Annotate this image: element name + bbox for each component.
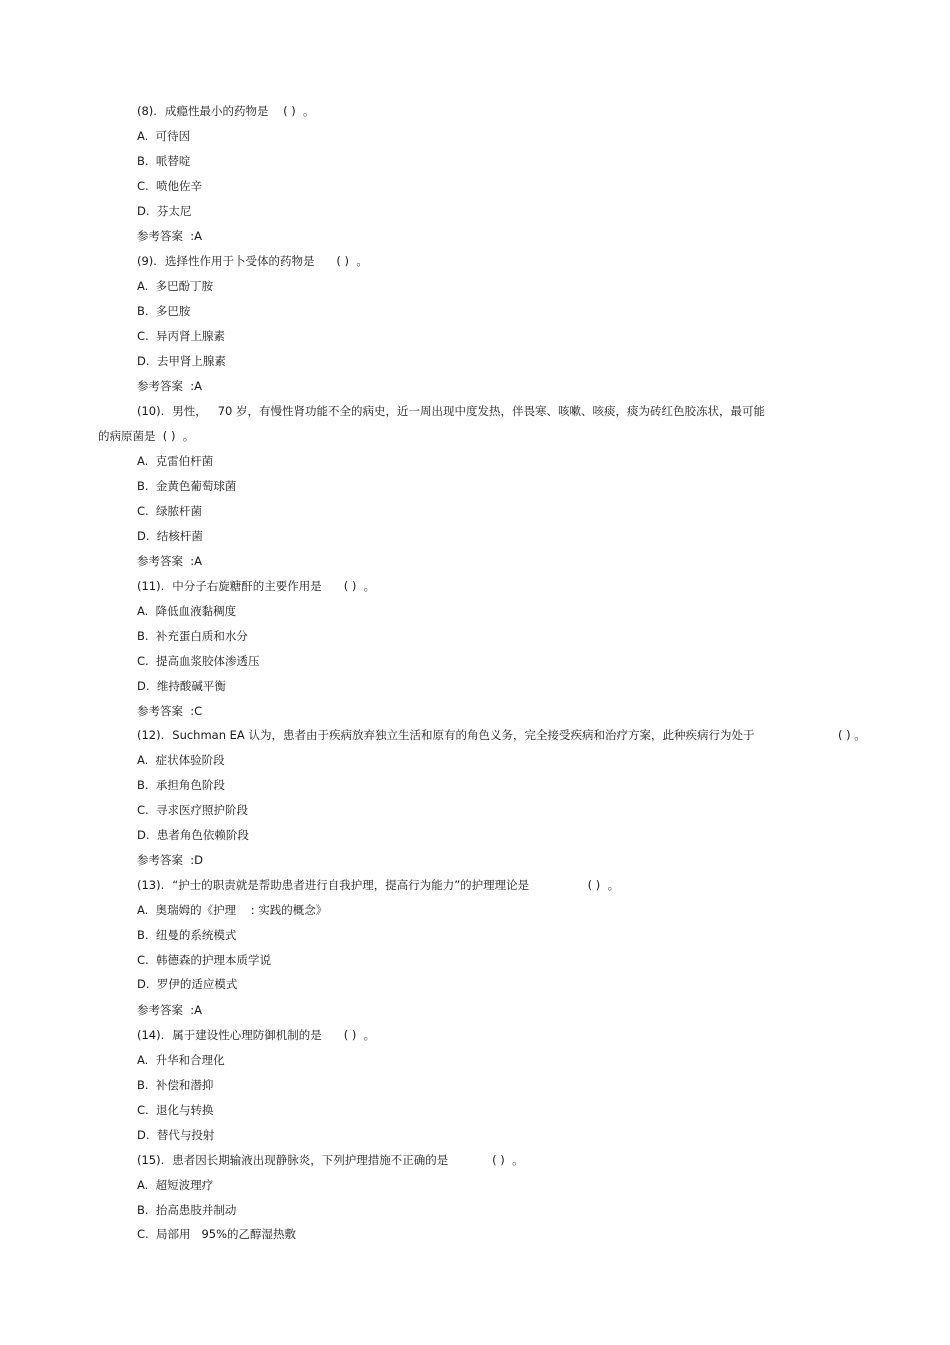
question-number: (14).	[137, 1028, 165, 1042]
question-text: 选择性作用于卜受体的药物是 ( ) 。	[164, 254, 368, 268]
option-b: B. 多巴胺	[137, 304, 191, 318]
question-11	[137, 579, 375, 593]
question-number: (10).	[137, 404, 165, 418]
option-c: C. 寻求医疗照护阶段	[137, 803, 248, 817]
question-text-continued: 的病原菌是 ( ) 。	[98, 429, 195, 443]
question-14	[137, 1028, 375, 1042]
reference-answer: 参考答案 :D	[137, 853, 204, 867]
reference-answer: 参考答案 :A	[137, 554, 203, 568]
question-text: 中分子右旋糖酐的主要作用是 ( ) 。	[172, 579, 376, 593]
option-c: C. 退化与转换	[137, 1103, 214, 1117]
reference-answer: 参考答案 :A	[137, 229, 203, 243]
question-8	[137, 104, 315, 118]
answer-blank: ( ) 。	[838, 728, 866, 742]
option-c: C. 韩德森的护理本质学说	[137, 953, 271, 967]
option-c: C. 局部用 95%的乙醇湿热敷	[137, 1227, 297, 1241]
option-d: D. 芬太尼	[137, 204, 192, 218]
question-12	[137, 728, 754, 742]
option-d: D. 维持酸碱平衡	[137, 679, 226, 693]
option-d: D. 患者角色依赖阶段	[137, 828, 249, 842]
question-number: (9).	[137, 254, 157, 268]
question-number: (8).	[137, 104, 157, 118]
option-c: C. 异丙肾上腺素	[137, 329, 225, 343]
option-b: B. 抬高患肢并制动	[137, 1203, 237, 1217]
option-b: B. 哌替啶	[137, 154, 191, 168]
reference-answer: 参考答案 :A	[137, 1003, 203, 1017]
option-d: D. 结核杆菌	[137, 529, 203, 543]
option-a: A. 可待因	[137, 129, 191, 143]
question-number: (15).	[137, 1153, 165, 1167]
option-b: B. 金黄色葡萄球菌	[137, 479, 237, 493]
question-number: (13).	[137, 878, 165, 892]
option-b: B. 补偿和潜抑	[137, 1078, 214, 1092]
option-b: B. 纽曼的系统模式	[137, 928, 237, 942]
option-c: C. 喷他佐辛	[137, 179, 202, 193]
option-c: C. 提高血浆胶体渗透压	[137, 654, 260, 668]
question-text: “护士的职责就是帮助患者进行自我护理，提高行为能力”的护理理论是 ( ) 。	[172, 878, 620, 892]
option-c: C. 绿脓杆菌	[137, 504, 202, 518]
question-text: 男性， 70 岁，有慢性肾功能不全的病史，近一周出现中度发热，伴畏寒、咳嗽、咳痰，痰为砖红色胶冻状，最可能	[172, 404, 766, 418]
question-10	[137, 404, 765, 418]
question-text: 属于建设性心理防御机制的是 ( ) 。	[172, 1028, 376, 1042]
option-b: B. 补充蛋白质和水分	[137, 629, 248, 643]
option-a: A. 升华和合理化	[137, 1053, 225, 1067]
question-9	[137, 254, 368, 268]
reference-answer: 参考答案 :C	[137, 704, 203, 718]
option-a: A. 症状体验阶段	[137, 753, 225, 767]
question-text: 成瘾性最小的药物是 ( ) 。	[164, 104, 315, 118]
option-a: A. 多巴酚丁胺	[137, 279, 214, 293]
option-a: A. 奥瑞姆的《护理 : 实践的概念》	[137, 903, 328, 917]
question-number: (12).	[137, 728, 165, 742]
question-number: (11).	[137, 579, 165, 593]
question-text: Suchman EA 认为，患者由于疾病放弃独立生活和原有的角色义务，完全接受疾病和治疗方案，此种疾病行为处于	[172, 728, 755, 742]
option-b: B. 承担角色阶段	[137, 778, 225, 792]
option-d: D. 替代与投射	[137, 1128, 215, 1142]
reference-answer: 参考答案 :A	[137, 379, 203, 393]
option-a: A. 克雷伯杆菌	[137, 454, 214, 468]
option-a: A. 超短波理疗	[137, 1178, 214, 1192]
option-a: A. 降低血液黏稠度	[137, 604, 237, 618]
question-15	[137, 1153, 524, 1167]
question-text: 患者因长期输液出现静脉炎，下列护理措施不正确的是 ( ) 。	[172, 1153, 524, 1167]
option-d: D. 去甲肾上腺素	[137, 354, 226, 368]
question-13	[137, 878, 619, 892]
option-d: D. 罗伊的适应模式	[137, 977, 238, 991]
